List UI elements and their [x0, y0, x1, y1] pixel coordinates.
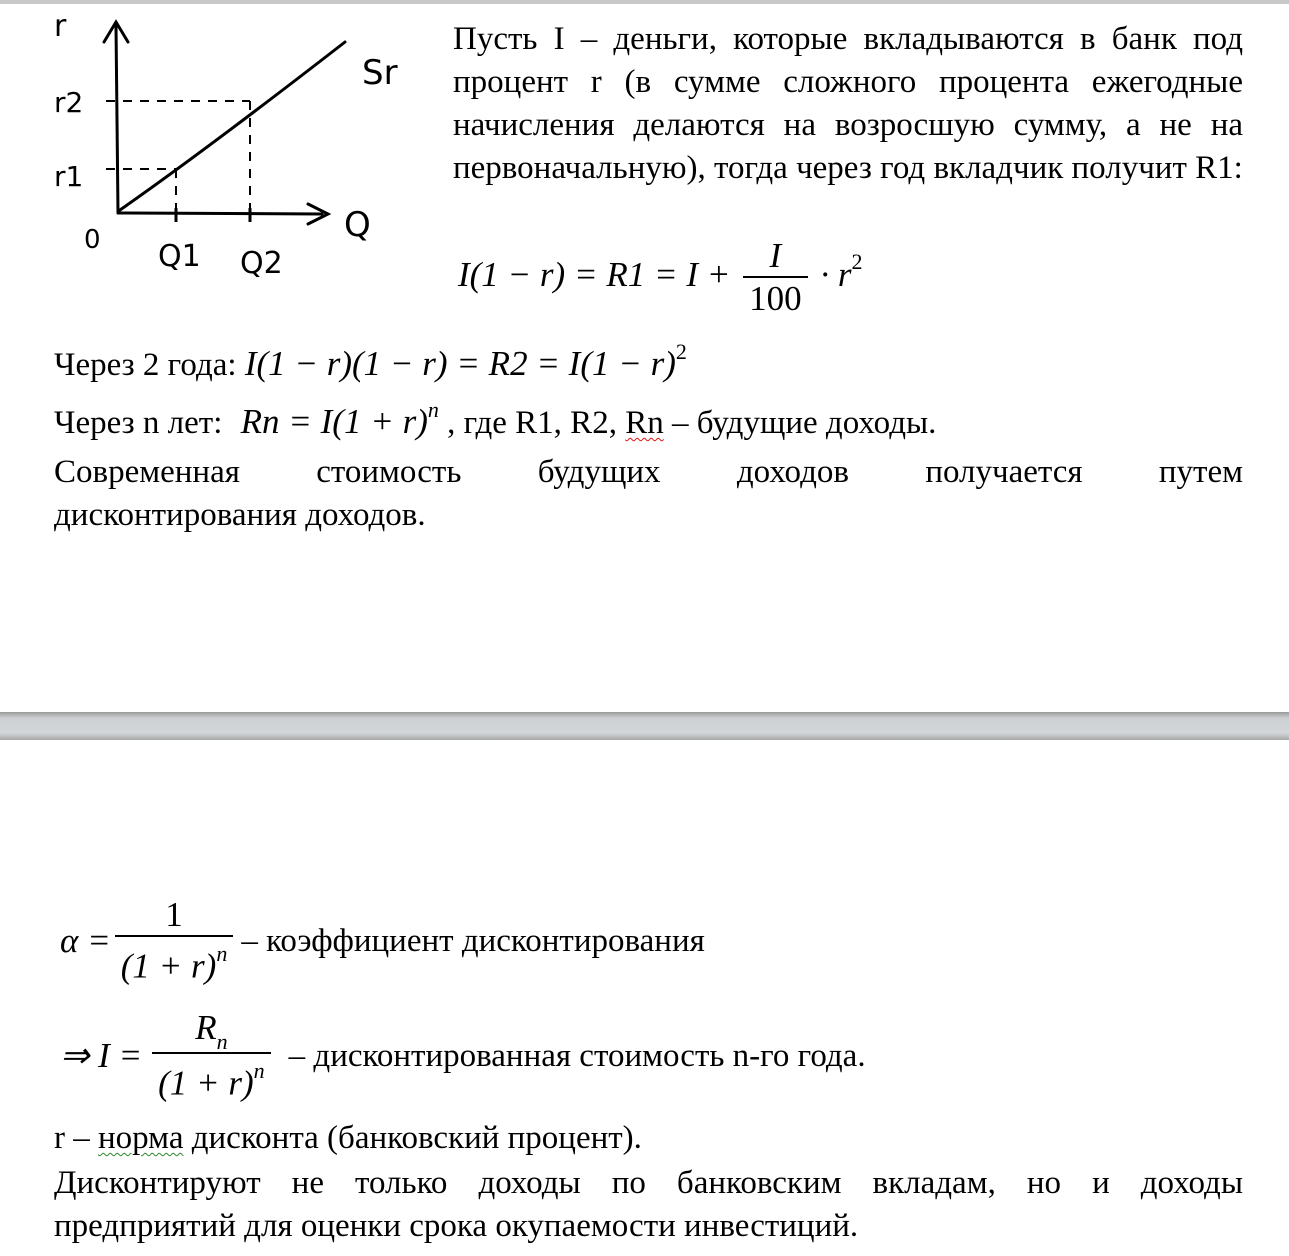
slide-separator [0, 712, 1289, 740]
present-value-paragraph: Современная стоимость будущих доходов получается путем дисконтирования доходов. [54, 454, 1243, 533]
y-axis-line [116, 26, 118, 213]
fraction-alpha: $\frac{1}{(1 + r)^n}$ [115, 895, 234, 988]
top-border [0, 0, 1289, 4]
fraction-i-100: $\frac{I}{100}$ [743, 236, 808, 320]
x-axis-line [118, 213, 322, 214]
rate-line: r – норма дисконта (банковский процент). [54, 1120, 642, 1156]
supply-curve [120, 42, 345, 210]
formula-alpha: α = $\frac{1}{(1 + r)^n}$ – коэффициент дисконтирования [60, 895, 705, 986]
q2-label: Q2 [240, 246, 283, 281]
formula-r1: I(1 − r) = R1 = I + $\frac{I}{100}$ · $r^2$ [458, 236, 863, 318]
intro-paragraph: Пусть I – деньги, которые вкладываются в банк под процент r (в сумме сложного процента ежегодные начисления делаются на возросшую сумму, а не на первоначальную), тогда через год вкладчик получит R1: [453, 21, 1243, 186]
y-axis-label: r [54, 9, 67, 44]
origin-label: 0 [84, 225, 101, 255]
line-n-years: Через n лет: $Rn = I(1 + r)^n$ , где R1, R2, Rn – будущие доходы. [54, 397, 937, 441]
r1-label: r1 [54, 160, 84, 193]
closing-paragraph: Дисконтируют не только доходы по банковским вкладам, но и доходы предприятий для оценки срока окупаемости инвестиций. [54, 1165, 1243, 1244]
spellcheck-word: Rn [625, 405, 664, 441]
q1-label: Q1 [158, 239, 201, 274]
r2-label: r2 [54, 86, 84, 119]
fraction-discount: $\frac{R_n}{(1 + r)^n}$ [152, 1008, 271, 1105]
x-axis-label: Q [344, 205, 371, 245]
grammar-word: норма [98, 1120, 184, 1156]
line-two-years: Через 2 года: $I(1 - r)(1 - r) = R2 = I(1 - r)^2$ [54, 339, 687, 383]
formula-discount: ⇒ I = $\frac{R_n}{(1 + r)^n}$ – дисконтированная стоимость n-го года. [60, 1008, 866, 1103]
supply-graph [40, 8, 440, 288]
curve-label: Sr [362, 53, 398, 93]
